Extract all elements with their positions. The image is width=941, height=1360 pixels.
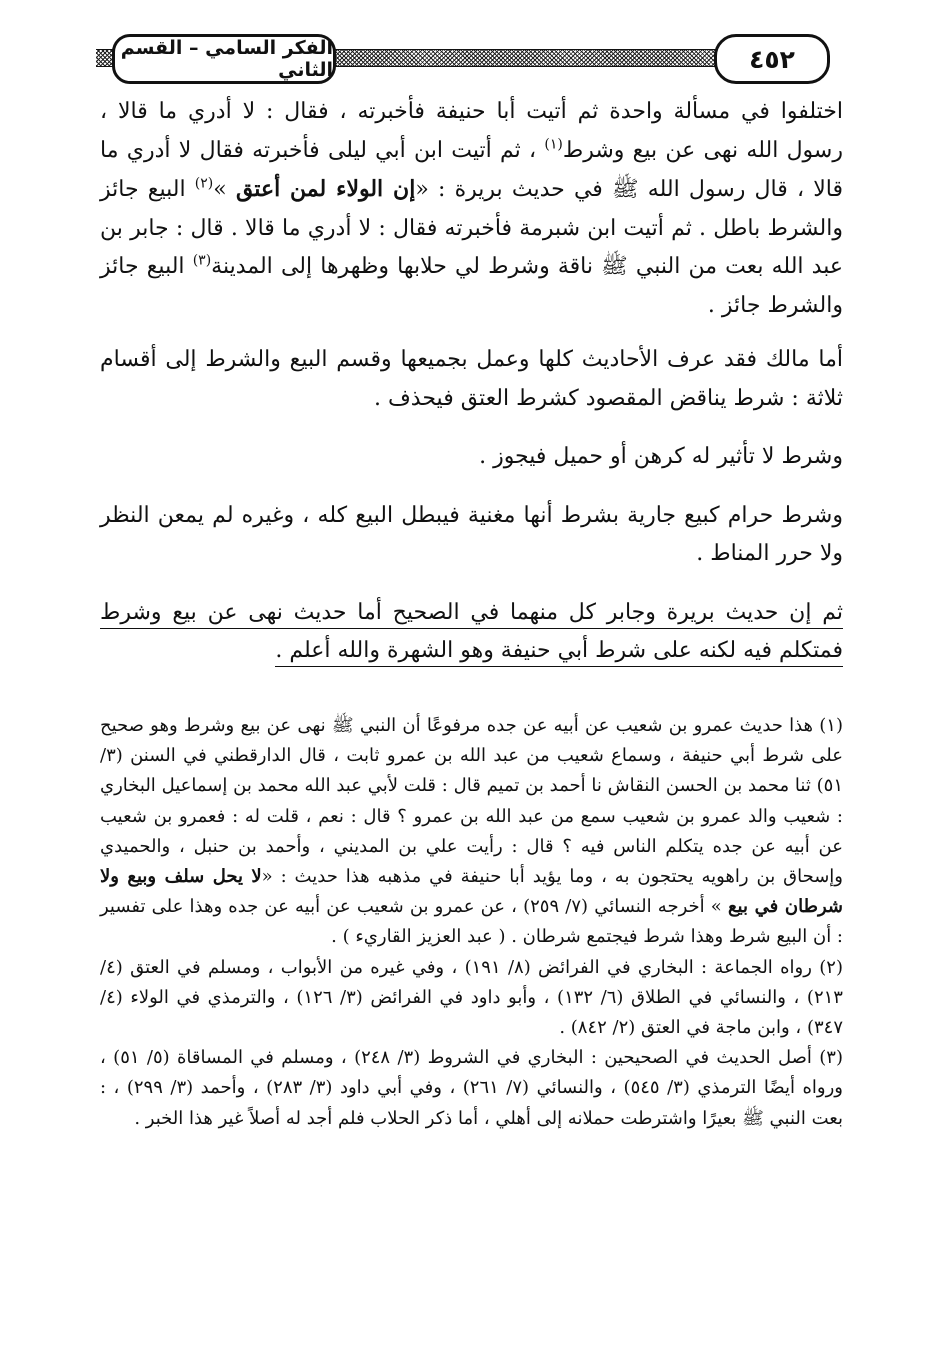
paragraph-1-part-a: اختلفوا في مسألة واحدة ثم أتيت أبا حنيفة فأخبرته ، فقال : لا أدري ما قالا ، رسول الله نهى عن بيع وشرط [100,99,843,163]
paragraph-1-part-d: البيع جائز والشرط باطل . ثم أتيت ابن شبرمة فأخبرته فقال : لا أدري ما قالا . قال : جابر بن عبد الله بعت من النبي ﷺ ناقة وشرط لي حلابها وظهرها إلى المدينة [100,177,843,279]
footnote-2: (٢) رواه الجماعة : البخاري في الفرائض (٨/ ١٩١) ، وفي غيره من الأبواب ، ومسلم في العتق (٤/ ٢١٣) ، والنسائي في الطلاق (٦/ ١٣٢) ، وأبو داود في الفرائض (٣/ ١٢٦) ، والترمذي في الولاء (٤/ ٣٤٧) ، وابن ماجة في العتق (٢/ ٨٤٢) . [100,956,843,1039]
footnote-ref-3[interactable]: (٣) [192,252,212,269]
paragraph-4: وشرط حرام كبيع جارية بشرط أنها مغنية فيبطل البيع كله ، وغيره لم يمعن النظر ولا حرر المناط . [100,502,843,566]
paragraph-1-part-c: » [213,177,227,202]
footnote-3: (٣) أصل الحديث في الصحيحين : البخاري في الشروط (٣/ ٢٤٨) ، ومسلم في المساقاة (٥/ ٥١) ، ورواه أيضًا الترمذي (٣/ ٥٤٥) ، والنسائي (٧/ ٢٦١) ، وفي أبي داود (٣/ ٢٨٣) ، وأحمد (٣/ ٢٩٩) ، : بعت النبي ﷺ بعيرًا واشترطت حملانه إلى أهلي ، أما ذكر الحلاب فلم أجد له أصلاً غير هذا الخبر . [100,1047,843,1129]
paragraph-1-part-e: البيع جائز والشرط جائز . [100,254,843,318]
running-title: الفكر السامي – القسم الثاني [112,34,336,84]
paragraph-2: أما مالك فقد عرف الأحاديث كلها وعمل بجميعها وقسم البيع والشرط إلى أقسام ثلاثة : شرط يناقض المقصود كشرط العتق فيحذف . [100,347,843,411]
hadith-quote: إن الولاء لمن أعتق [235,176,416,202]
footnote-1-part-a: (١) هذا حديث عمرو بن شعيب عن أبيه عن جده مرفوعًا أن النبي ﷺ نهى عن بيع وشرط وهو صحيح على شرط أبي حنيفة ، وسماع شعيب من عبد الله بن عمرو ثابت ، قال الدارقطني في السنن (٣/ ٥١) ثنا محمد بن الحسن النقاش نا أحمد بن تميم قال : قلت لأبي عبد الله محمد بن إسماعيل البخاري : شعيب والد عمرو بن شعيب سمع من عبد الله بن عمرو ؟ قال : نعم ، قلت له : فعمرو بن شعيب عن أبيه عن جده يتكلم الناس فيه ؟ قال : رأيت علي بن المديني ، وأحمد بن حنبل ، والحميدي وإسحاق بن راهويه يحتجون به ، وما يؤيد أبا حنيفة في مذهبه هذا حديث : « [100,715,843,888]
page-header [96,28,844,86]
footnote-1 [100,711,843,953]
footnotes [100,711,843,1134]
paragraph-3: وشرط لا تأثير له كرهن أو حميل فيجوز . [479,444,843,469]
footnote-ref-2[interactable]: (٢) [194,175,214,192]
page-number: ٤٥٢ [714,34,830,84]
paragraph-5 [100,594,843,671]
paragraph-5-text: ثم إن حديث بريرة وجابر كل منهما في الصحيح أما حديث نهى عن بيع وشرط فمتكلم فيه لكنه على شرط أبي حنيفة وهو الشهرة والله أعلم . [100,600,843,668]
footnote-1-quote: لا يحل سلف وبيع ولا شرطان في بيع [100,866,843,918]
footnote-1-part-b: » أخرجه النسائي (٧/ ٢٥٩) ، عن عمرو بن شعيب عن أبيه عن جده وهذا على تفسير : أن البيع شرط وهذا شرط فيجتمع شرطان . ( عبد العزيز القاريء ) . [100,896,843,948]
paragraph-1 [100,93,843,325]
paragraph-1-part-b: ، ثم أتيت ابن أبي ليلى فأخبرته فقال لا أدري ما قالا ، قال رسول الله ﷺ في حديث بريرة : « [100,137,844,202]
footnote-ref-1[interactable]: (١) [544,136,563,153]
main-text [100,93,843,671]
